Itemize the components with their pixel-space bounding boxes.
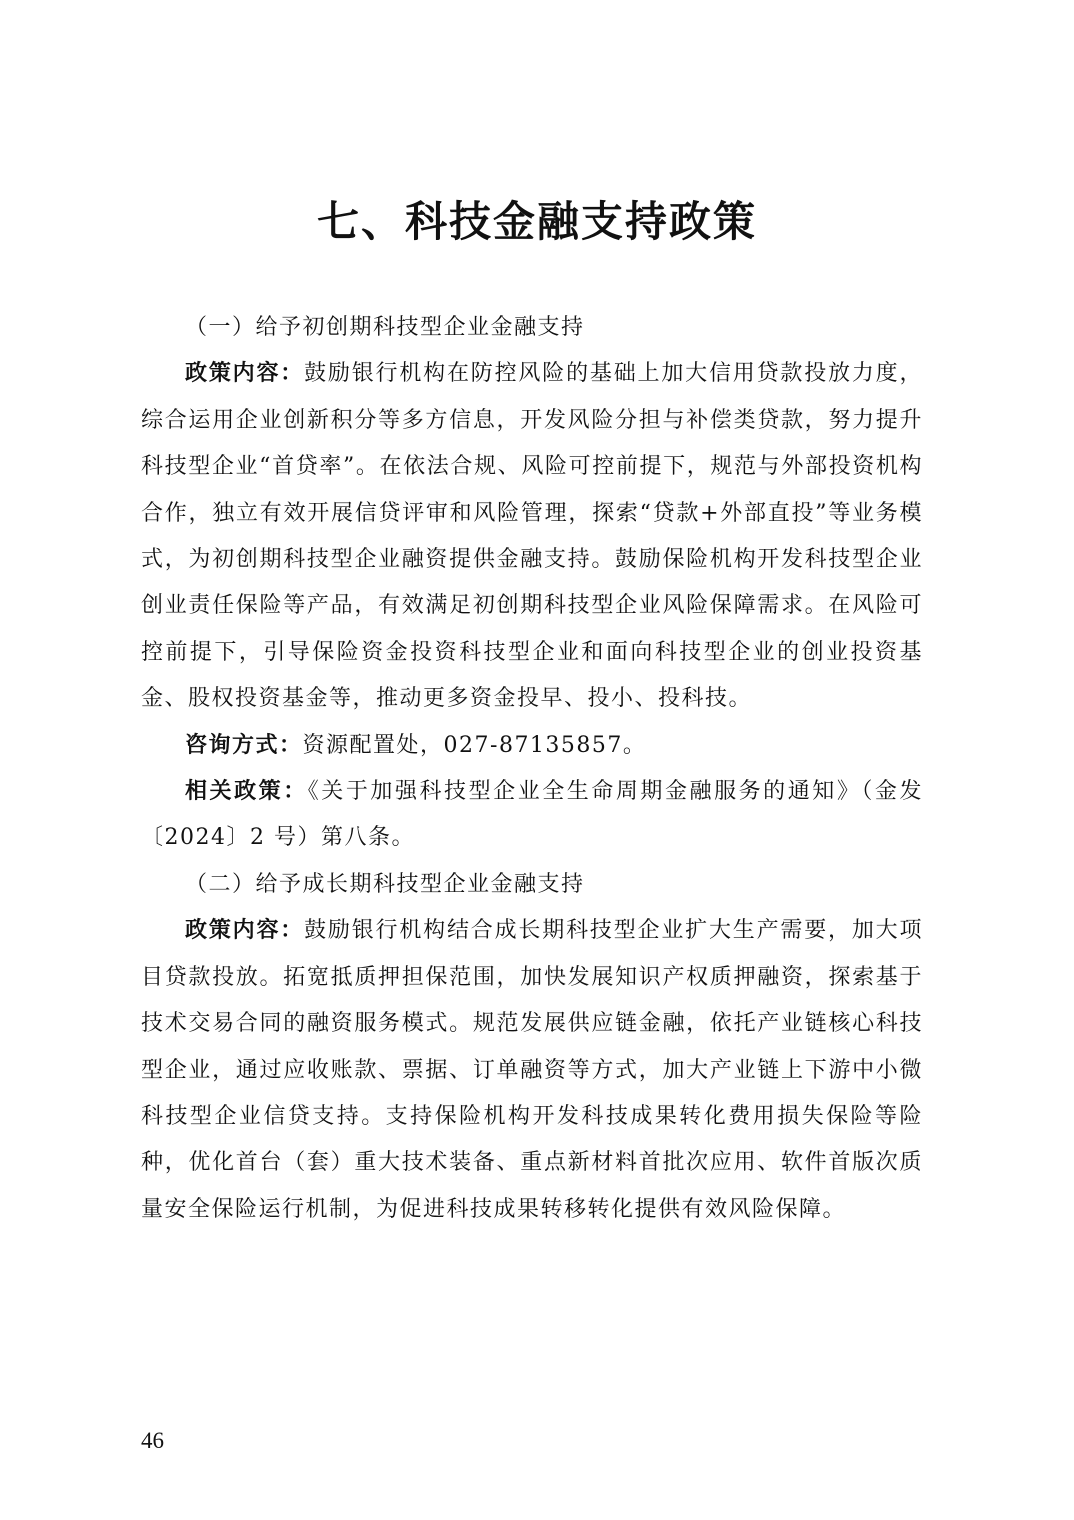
section-1-policy-paragraph <box>141 351 923 722</box>
section-2-policy-paragraph <box>141 908 923 1233</box>
section-2-heading: （二）给予成长期科技型企业金融支持 <box>185 871 585 897</box>
section-1-heading: （一）给予初创期科技型企业金融支持 <box>185 315 585 340</box>
section-1-related-paragraph <box>141 769 923 862</box>
section-1-related-label: 相关政策： <box>185 779 308 805</box>
section-1-contact-text: 资源配置处，027-87135857。 <box>302 732 647 758</box>
section-1-contact-label: 咨询方式： <box>185 732 303 758</box>
section-2-policy-text: 鼓励银行机构结合成长期科技型企业扩大生产需要，加大项目贷款投放。拓宽抵质押担保范围，加快发展知识产权质押融资，探索基于技术交易合同的融资服务模式。规范发展供应链金融，依托产业链核心科技型企业，通过应收账款、票据、订单融资等方式，加大产业链上下游中小微科技型企业信贷支持。支持保险机构开发科技成果转化费用损失保险等险种，优化首台（套）重大技术装备、重点新材料首批次应用、软件首版次质量安全保险运行机制，为促进科技成果转移转化提供有效风险保障。 <box>141 918 923 1222</box>
section-2-policy-label: 政策内容： <box>185 918 305 944</box>
page-number: 46 <box>141 1428 164 1453</box>
page-title: 七、科技金融支持政策 <box>316 197 757 246</box>
section-1-related-text: 《关于加强科技型企业全生命周期金融服务的通知》（金发〔2024〕2 号）第八条。 <box>141 779 923 851</box>
page-content <box>141 305 923 1233</box>
section-1-policy-text: 鼓励银行机构在防控风险的基础上加大信用贷款投放力度，综合运用企业创新积分等多方信息，开发风险分担与补偿类贷款，努力提升科技型企业“首贷率”。在依法合规、风险可控前提下，规范与外部投资机构合作，独立有效开展信贷评审和风险管理，探索“贷款+外部直投”等业务模式，为初创期科技型企业融资提供金融支持。鼓励保险机构开发科技型企业创业责任保险等产品，有效满足初创期科技型企业风险保障需求。在风险可控前提下，引导保险资金投资科技型企业和面向科技型企业的创业投资基金、股权投资基金等，推动更多资金投早、投小、投科技。 <box>141 361 923 712</box>
section-1-policy-label: 政策内容： <box>185 361 305 387</box>
section-1-contact-paragraph <box>141 723 923 769</box>
